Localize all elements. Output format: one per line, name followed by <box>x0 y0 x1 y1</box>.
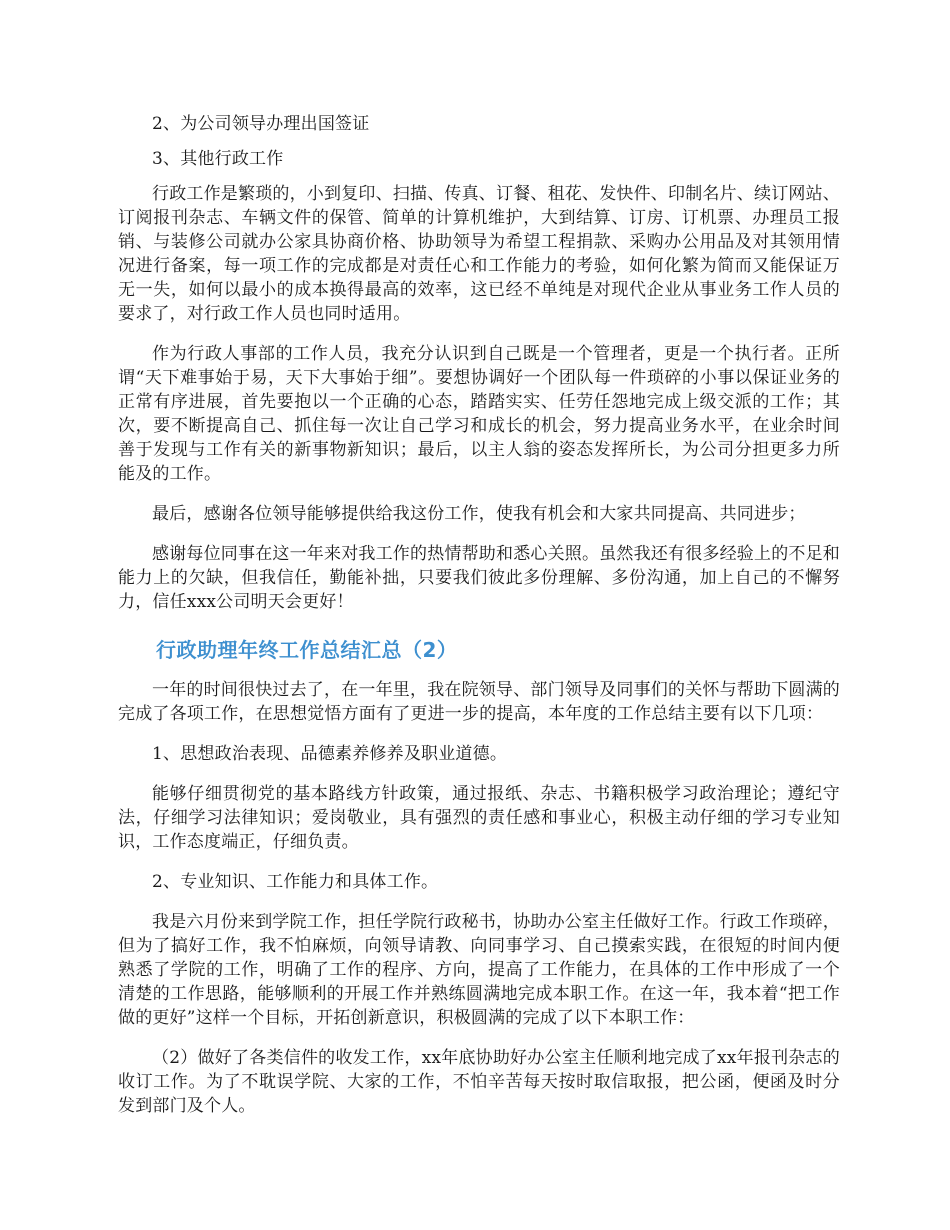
paragraph-professional-detail: 我是六月份来到学院工作，担任学院行政秘书，协助办公室主任做好工作。行政工作琐碎，但为了搞好工作，我不怕麻烦，向领导请教、向同事学习、自己摸索实践，在很短的时间内便熟悉了学院的工作，明确了工作的程序、方向，提高了工作能力，在具体的工作中形成了一个清楚的工作思路，能够顺利的开展工作并熟练圆满地完成本职工作。在这一年，我本着“把工作做的更好”这样一个目标，开拓创新意识，积极圆满的完成了以下本职工作： <box>118 912 840 1028</box>
paragraph-year-intro: 一年的时间很快过去了，在一年里，我在院领导、部门领导及同事们的关怀与帮助下圆满的完成了各项工作，在思想觉悟方面有了更进一步的提高，本年度的工作总结主要有以下几项： <box>118 680 840 724</box>
paragraph-heading-political: 1、思想政治表现、品德素养修养及职业道德。 <box>152 744 508 764</box>
section-title: 行政助理年终工作总结汇总（2） <box>156 638 458 662</box>
paragraph-mail-handling: （2）做好了各类信件的收发工作，xx年底协助好办公室主任顺利地完成了xx年报刊杂志的收订工作。为了不耽误学院、大家的工作，不怕辛苦每天按时取信取报，把公函，便函及时分发到部门及个人。 <box>118 1048 840 1116</box>
paragraph-role-awareness: 作为行政人事部的工作人员，我充分认识到自己既是一个管理者，更是一个执行者。正所谓“天下难事始于易，天下大事始于细”。要想协调好一个团队每一件琐碎的小事以保证业务的正常有序进展，首先要抱以一个正确的心态，踏踏实实、任劳任怨地完成上级交派的工作；其次，要不断提高自己、抓住每一次让自己学习和成长的机会，努力提高业务水平，在业余时间善于发现与工作有关的新事物新知识；最后，以主人翁的姿态发挥所长，为公司分担更多力所能及的工作。 <box>118 344 840 484</box>
paragraph-thanks-leaders: 最后，感谢各位领导能够提供给我这份工作，使我有机会和大家共同提高、共同进步； <box>152 504 806 524</box>
paragraph-political-detail: 能够仔细贯彻党的基本路线方针政策，通过报纸、杂志、书籍积极学习政治理论；遵纪守法，仔细学习法律知识；爱岗敬业，具有强烈的责任感和事业心，积极主动仔细的学习专业知识，工作态度端正，仔细负责。 <box>118 784 840 852</box>
paragraph-thanks-colleagues: 感谢每位同事在这一年来对我工作的热情帮助和悉心关照。虽然我还有很多经验上的不足和能力上的欠缺，但我信任，勤能补拙，只要我们彼此多份理解、多份沟通，加上自己的不懈努力，信任xxx公司明天会更好！ <box>118 544 840 612</box>
paragraph-other-admin-item: 3、其他行政工作 <box>152 149 284 169</box>
paragraph-heading-professional: 2、专业知识、工作能力和具体工作。 <box>152 872 439 892</box>
paragraph-admin-work-trivial: 行政工作是繁琐的，小到复印、扫描、传真、订餐、租花、发快件、印制名片、续订网站、订阅报刊杂志、车辆文件的保管、简单的计算机维护，大到结算、订房、订机票、办理员工报销、与装修公司就办公家具协商价格、协助领导为希望工程捐款、采购办公用品及对其领用情况进行备案，每一项工作的完成都是对责任心和工作能力的考验，如何化繁为简而又能保证万无一失，如何以最小的成本换得最高的效率，这已经不单纯是对现代企业从事业务工作人员的要求了，对行政工作人员也同时适用。 <box>118 184 840 324</box>
paragraph-visa-item: 2、为公司领导办理出国签证 <box>152 114 370 134</box>
document-body <box>118 112 840 1118</box>
